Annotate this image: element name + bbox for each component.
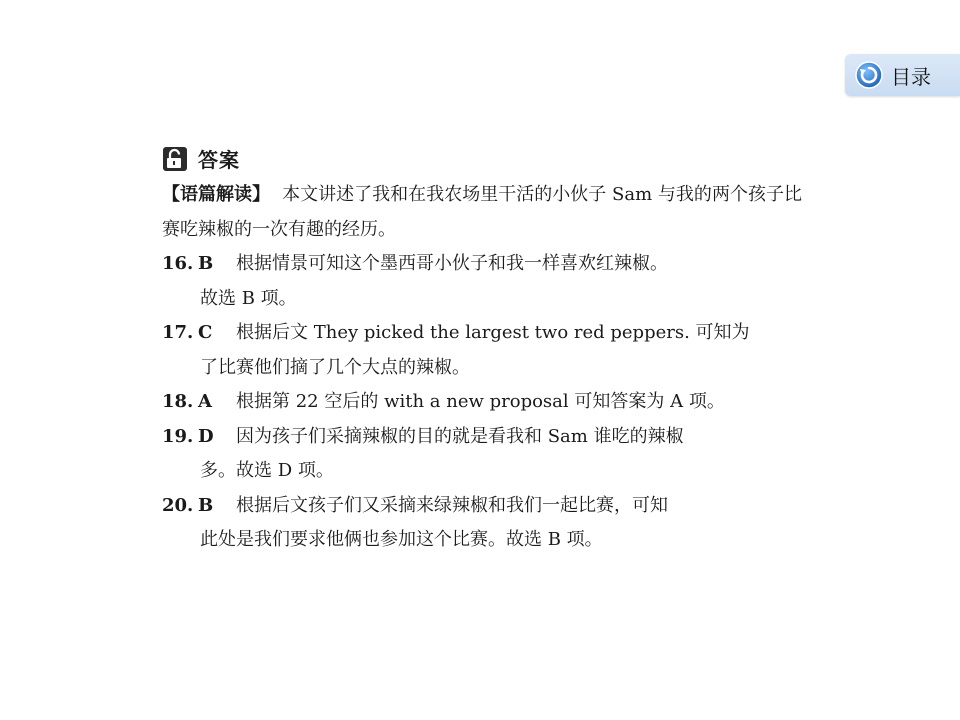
lock-icon [162, 146, 188, 172]
intro-text: 本文讲述了我和在我农场里干活的小伙子 Sam 与我的两个孩子比赛吃辣椒的一次有趣的经历。 [162, 184, 802, 240]
answer-list [162, 247, 802, 558]
explanation-line: 因为孩子们采摘辣椒的目的就是看我和 Sam 谁吃的辣椒 [236, 425, 684, 447]
answer-item-20 [162, 489, 802, 558]
answer-letter: A [198, 391, 212, 412]
answer-letter: D [198, 425, 214, 447]
question-number: 18. [162, 391, 194, 412]
answer-heading [162, 144, 240, 173]
explanation-line: 根据后文孩子们又采摘来绿辣椒和我们一起比赛，可知 [236, 494, 668, 516]
explanation-line: 多。故选 D 项。 [200, 460, 334, 481]
answer-letter: B [198, 253, 214, 274]
explanation-line: 根据第 22 空后的 with a new proposal 可知答案为 A 项。 [236, 391, 725, 412]
explanation-line: 了比赛他们摘了几个大点的辣椒。 [200, 356, 470, 378]
answer-item-18 [162, 385, 802, 420]
explanation-line: 根据后文 They picked the largest two red peppers. 可知为 [236, 322, 750, 343]
explanation-line: 根据情景可知这个墨西哥小伙子和我一样喜欢红辣椒。 [236, 253, 668, 274]
answer-letter: C [198, 322, 213, 343]
answer-content [162, 178, 802, 558]
answer-title: 答案 [198, 148, 240, 172]
answer-letter: B [198, 494, 214, 516]
toc-label: 目录 [891, 64, 931, 89]
question-number: 17. [162, 322, 194, 343]
question-number: 16. [162, 253, 194, 274]
answer-item-16 [162, 247, 802, 316]
question-number: 20. [162, 494, 194, 516]
question-number: 19. [162, 425, 194, 447]
intro-paragraph [162, 178, 802, 247]
toc-button[interactable] [845, 54, 960, 96]
answer-item-19 [162, 420, 802, 489]
circular-arrow-icon [855, 61, 883, 89]
intro-tag: 【语篇解读】 [162, 184, 271, 205]
explanation-line: 故选 B 项。 [200, 287, 297, 309]
answer-item-17 [162, 316, 802, 385]
explanation-line: 此处是我们要求他俩也参加这个比赛。故选 B 项。 [200, 529, 603, 550]
